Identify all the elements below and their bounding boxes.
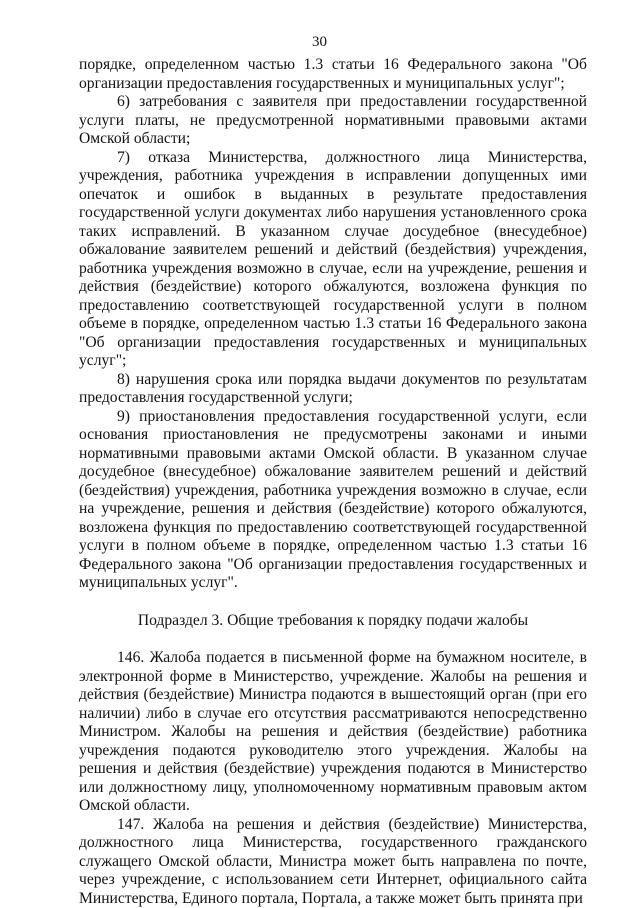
paragraph-item-6: 6) затребования с заявителя при предоставлении государственной услуги платы, не предусмотренной нормативными правовыми актами Омской области; [79,93,587,149]
paragraph-146: 146. Жалоба подается в письменной форме на бумажном носителе, в электронной форме в Министерство, учреждение. Жалобы на решения и действия (бездействие) Министра подаются в вышестоящий орган (при его наличии) либо в случае его отсутствия рассматриваются непосредственно Министром. Жалобы на решения и действия (бездействие) работника учреждения подаются руководителю этого учреждения. Жалобы на решения и действия (бездействие) учреждения подаются в Министерство или должностному лицу, уполномоченному нормативным правовым актом Омской области. [79,649,587,816]
paragraph-item-7: 7) отказа Министерства, должностного лица Министерства, учреждения, работника учреждения в исправлении допущенных ими опечаток и ошибок в выданных в результате предоставления государственной услуги документах либо нарушения установленного срока таких исправлений. В указанном случае досудебное (внесудебное) обжалование заявителем решений и действий (бездействия) учреждения, работника учреждения возможно в случае, если на учреждение, решения и действия (бездействие) которого обжалуются, возложена функция по предоставлению соответствующей государственной услуги в полном объеме в порядке, определенном частью 1.3 статьи 16 Федерального закона "Об организации предоставления государственных и муниципальных услуг"; [79,149,587,371]
page-content [79,56,587,908]
page-number: 30 [0,33,639,52]
paragraph-item-9: 9) приостановления предоставления государственной услуги, если основания приостановления не предусмотрены законами и иными нормативными правовыми актами Омской области. В указанном случае досудебное (внесудебное) обжалование заявителем решений и действий (бездействия) учреждения, работника учреждения возможно в случае, если на учреждение, решения и действия (бездействие) которого обжалуются, возложена функция по предоставлению соответствующей государственной услуги в полном объеме в порядке, определенном частью 1.3 статьи 16 Федерального закона "Об организации предоставления государственных и муниципальных услуг". [79,408,587,593]
paragraph-continuation: порядке, определенном частью 1.3 статьи 16 Федерального закона "Об организации предоставления государственных и муниципальных услуг"; [79,56,587,93]
paragraph-147: 147. Жалоба на решения и действия (бездействие) Министерства, должностного лица Министерства, государственного гражданского служащего Омской области, Министра может быть направлена по почте, через учреждение, с использованием сети Интернет, официального сайта Министерства, Единого портала, Портала, а также может быть принята при [79,816,587,908]
paragraph-item-8: 8) нарушения срока или порядка выдачи документов по результатам предоставления государственной услуги; [79,371,587,408]
section-heading: Подраздел 3. Общие требования к порядку подачи жалобы [79,612,587,631]
